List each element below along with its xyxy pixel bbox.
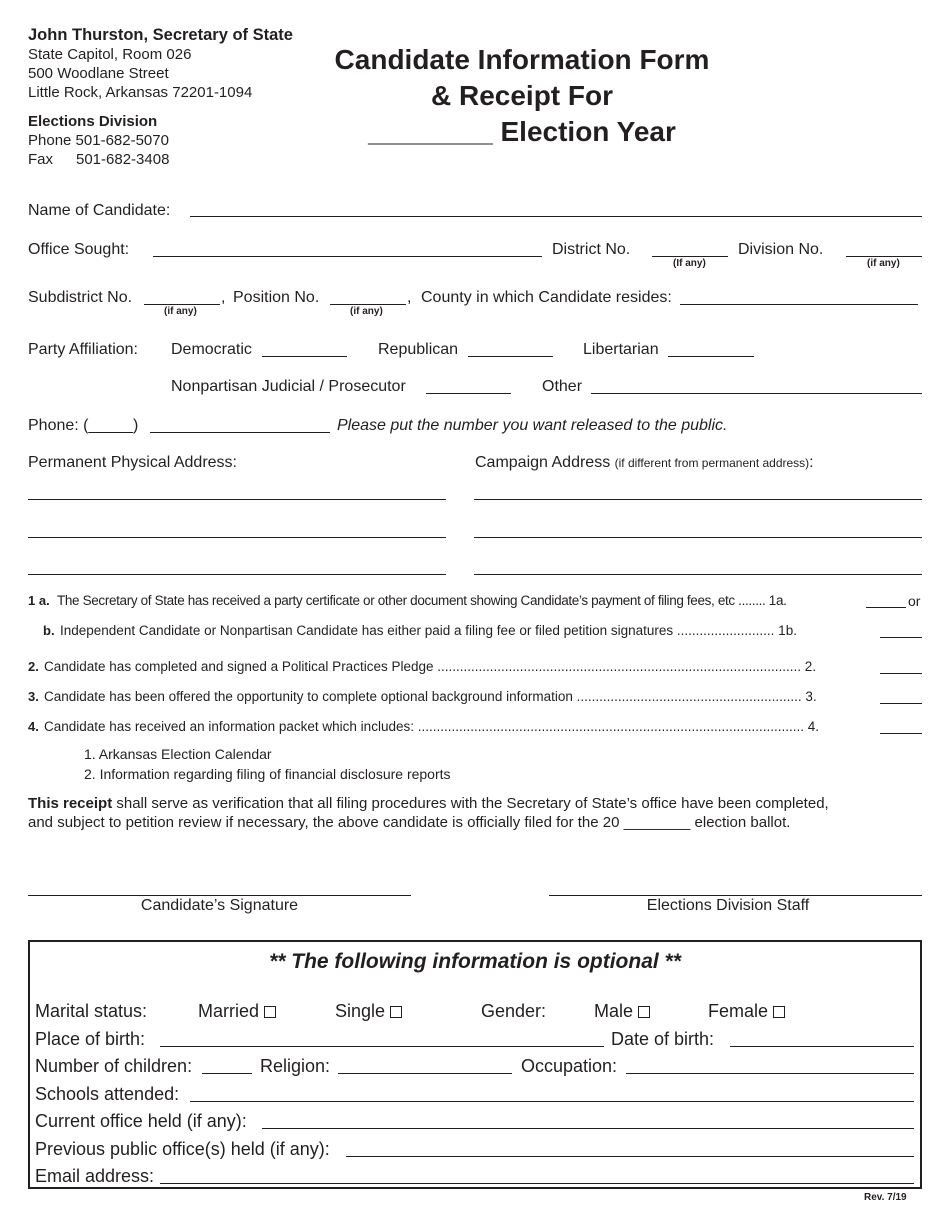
phone-number: Phone 501-682-5070 xyxy=(28,132,169,149)
phone-label: Phone: (_____) xyxy=(28,417,139,434)
email-label: Email address: xyxy=(35,1166,155,1186)
packet-item-1: 1. Arkansas Election Calendar xyxy=(84,746,272,762)
office-sought-field[interactable] xyxy=(153,256,542,257)
married-checkbox[interactable] xyxy=(264,1006,276,1018)
religion-field[interactable] xyxy=(338,1073,512,1074)
county-field[interactable] xyxy=(680,304,918,305)
item-4-text: Candidate has received an information packet which includes: ....................................................................................................... 4. xyxy=(44,719,820,734)
item-1a-number: 1 a. xyxy=(28,593,50,608)
item-3-field[interactable] xyxy=(880,703,922,704)
subdistrict-field[interactable] xyxy=(144,304,220,305)
candidate-signature-line[interactable] xyxy=(28,895,411,896)
item-1a-or: or xyxy=(908,593,921,609)
subdistrict-comma: , xyxy=(221,289,226,306)
male-option[interactable] xyxy=(594,1001,650,1022)
single-checkbox[interactable] xyxy=(390,1006,402,1018)
male-checkbox[interactable] xyxy=(638,1006,650,1018)
address-line-2: 500 Woodlane Street xyxy=(28,65,169,82)
optional-heading: ** The following information is optional ** xyxy=(269,950,681,973)
female-option[interactable] xyxy=(708,1001,785,1022)
division-name: Elections Division xyxy=(28,113,158,130)
item-4-field[interactable] xyxy=(880,733,922,734)
receipt-line-1 xyxy=(28,795,829,812)
staff-signature-line[interactable] xyxy=(549,895,922,896)
married-option[interactable] xyxy=(198,1001,276,1022)
district-if-any: (If any) xyxy=(673,258,706,269)
division-if-any: (if any) xyxy=(867,258,900,269)
form-title-line-1: Candidate Information Form xyxy=(334,44,710,75)
phone-note: Please put the number you want released to the public. xyxy=(337,417,728,434)
candidate-signature-label: Candidate’s Signature xyxy=(140,897,299,914)
position-label: Position No. xyxy=(233,289,320,306)
party-affiliation-label: Party Affiliation: xyxy=(28,341,138,358)
party-republican-field[interactable] xyxy=(468,356,553,357)
party-nonpartisan-label: Nonpartisan Judicial / Prosecutor xyxy=(171,378,406,395)
party-libertarian-label: Libertarian xyxy=(583,341,659,358)
item-2-field[interactable] xyxy=(880,673,922,674)
receipt-line-2: and subject to petition review if necessary, the above candidate is officially filed for the 20 ________ election ballot. xyxy=(28,814,791,831)
single-label: Single xyxy=(335,1001,386,1021)
party-democratic-label: Democratic xyxy=(171,341,252,358)
form-title-line-2: & Receipt For xyxy=(430,80,614,111)
current-office-label: Current office held (if any): xyxy=(35,1111,247,1131)
previous-office-label: Previous public office(s) held (if any): xyxy=(35,1139,330,1159)
staff-signature-label: Elections Division Staff xyxy=(646,897,810,914)
religion-label: Religion: xyxy=(260,1056,331,1076)
candidate-name-field[interactable] xyxy=(190,216,922,217)
fax-label: Fax xyxy=(28,151,54,168)
campaign-address-title: Campaign Address xyxy=(475,454,611,471)
campaign-address-note: (if different from permanent address) xyxy=(614,456,810,470)
occupation-field[interactable] xyxy=(626,1073,914,1074)
candidate-name-label: Name of Candidate: xyxy=(28,202,171,219)
address-line-3: Little Rock, Arkansas 72201-1094 xyxy=(28,84,253,101)
position-if-any: (if any) xyxy=(350,306,383,317)
position-comma: , xyxy=(407,289,412,306)
fax-number: 501-682-3408 xyxy=(76,151,170,168)
party-republican-label: Republican xyxy=(378,341,459,358)
item-1b-field[interactable] xyxy=(880,637,922,638)
permanent-address-line-1[interactable] xyxy=(28,499,446,500)
party-nonpartisan-field[interactable] xyxy=(426,393,511,394)
single-option[interactable] xyxy=(335,1001,402,1022)
position-field[interactable] xyxy=(330,304,406,305)
married-label: Married xyxy=(198,1001,260,1021)
subdistrict-if-any: (if any) xyxy=(164,306,197,317)
party-libertarian-field[interactable] xyxy=(668,356,754,357)
occupation-label: Occupation: xyxy=(521,1056,618,1076)
form-title-line-3: ________ Election Year xyxy=(368,116,676,147)
item-4-number: 4. xyxy=(28,719,39,734)
receipt-text-1: shall serve as verification that all filing procedures with the Secretary of State’s office have been completed, xyxy=(112,795,829,812)
county-label: County in which Candidate resides: xyxy=(421,289,672,306)
male-label: Male xyxy=(594,1001,634,1021)
gender-label: Gender: xyxy=(481,1001,547,1021)
party-democratic-field[interactable] xyxy=(262,356,347,357)
item-2-text: Candidate has completed and signed a Political Practices Pledge ................................................................................................. 2. xyxy=(44,659,817,674)
email-field[interactable] xyxy=(160,1183,914,1184)
division-field[interactable] xyxy=(846,256,922,257)
permanent-address-line-3[interactable] xyxy=(28,574,446,575)
schools-label: Schools attended: xyxy=(35,1084,180,1104)
female-checkbox[interactable] xyxy=(773,1006,785,1018)
revision-note: Rev. 7/19 xyxy=(864,1192,907,1203)
item-1a-text: The Secretary of State has received a party certificate or other document showing Candidate’s payment of filing fees, etc ........ 1a. xyxy=(57,593,787,608)
office-sought-label: Office Sought: xyxy=(28,241,130,258)
marital-label: Marital status: xyxy=(35,1001,148,1021)
birthplace-field[interactable] xyxy=(160,1046,604,1047)
birthdate-label: Date of birth: xyxy=(611,1029,715,1049)
permanent-address-line-2[interactable] xyxy=(28,537,446,538)
current-office-field[interactable] xyxy=(262,1128,914,1129)
item-1b-text: Independent Candidate or Nonpartisan Candidate has either paid a filing fee or filed petition signatures .......................... 1b. xyxy=(60,623,797,638)
party-other-field[interactable] xyxy=(591,393,922,394)
item-1b-number: b. xyxy=(43,623,55,638)
schools-field[interactable] xyxy=(190,1101,914,1102)
receipt-lead: This receipt xyxy=(28,795,113,812)
birthplace-label: Place of birth: xyxy=(35,1029,146,1049)
children-field[interactable] xyxy=(202,1073,252,1074)
campaign-address-colon: : xyxy=(809,454,814,471)
optional-info-box xyxy=(28,940,922,1189)
division-label: Division No. xyxy=(738,241,824,258)
address-line-1: State Capitol, Room 026 xyxy=(28,46,192,63)
children-label: Number of children: xyxy=(35,1056,193,1076)
campaign-address-label xyxy=(475,454,814,472)
permanent-address-label: Permanent Physical Address: xyxy=(28,454,237,471)
item-3-text: Candidate has been offered the opportunity to complete optional background information ............................................................ 3. xyxy=(44,689,817,704)
campaign-address-line-3[interactable] xyxy=(474,574,922,575)
district-label: District No. xyxy=(552,241,631,258)
district-field[interactable] xyxy=(652,256,728,257)
item-2-number: 2. xyxy=(28,659,39,674)
packet-item-2: 2. Information regarding filing of financial disclosure reports xyxy=(84,766,451,782)
phone-field[interactable] xyxy=(150,432,330,433)
campaign-address-line-1[interactable] xyxy=(474,499,922,500)
item-1a-field[interactable] xyxy=(866,607,906,608)
party-other-label: Other xyxy=(542,378,583,395)
birthdate-field[interactable] xyxy=(730,1046,914,1047)
female-label: Female xyxy=(708,1001,769,1021)
previous-office-field[interactable] xyxy=(346,1156,914,1157)
campaign-address-line-2[interactable] xyxy=(474,537,922,538)
subdistrict-label: Subdistrict No. xyxy=(28,289,133,306)
official-name: John Thurston, Secretary of State xyxy=(28,26,293,44)
item-3-number: 3. xyxy=(28,689,39,704)
